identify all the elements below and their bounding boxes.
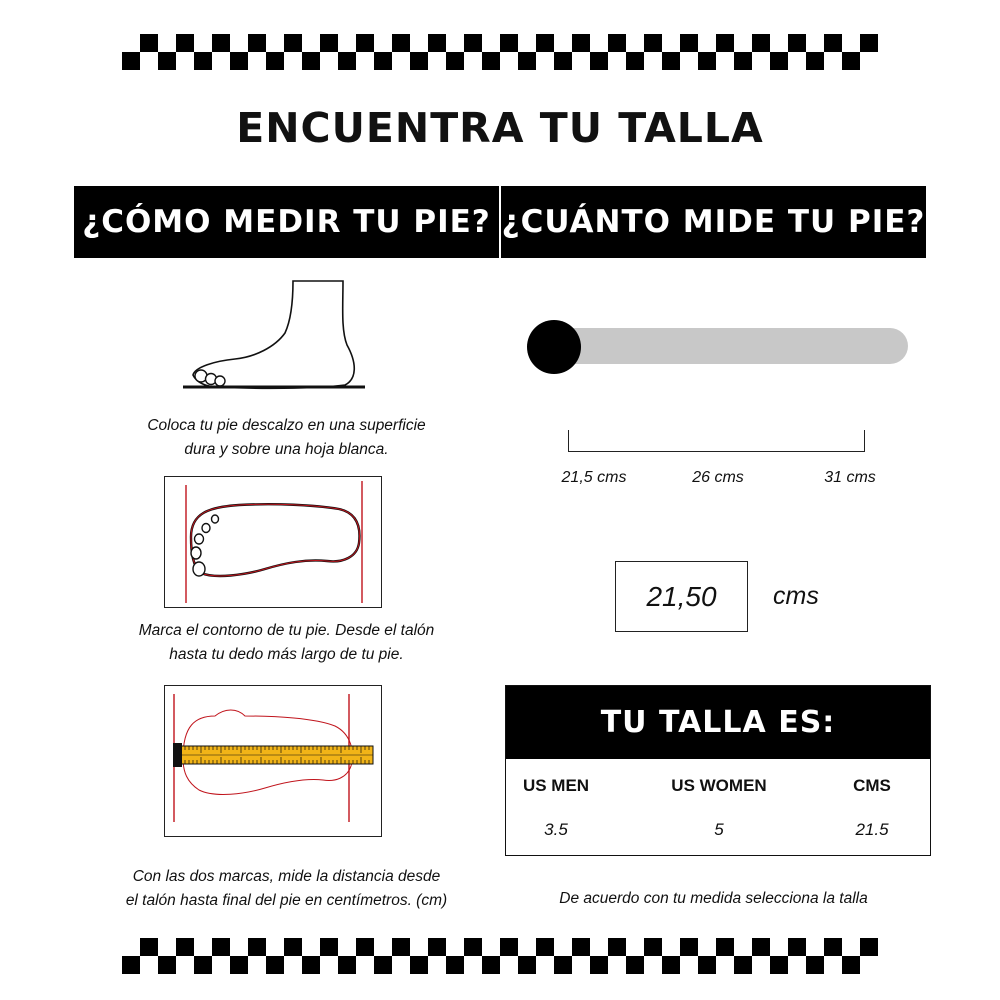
foot-side-icon (175, 275, 375, 405)
step-3-line-2: el talón hasta final del pie en centímetros. (cm) (125, 892, 448, 909)
foot-size-slider-thumb[interactable] (527, 320, 581, 374)
page-title: ENCUENTRA TU TALLA (236, 104, 764, 152)
scale-bracket (568, 430, 865, 452)
foot-outline-frame (164, 476, 382, 608)
foot-size-slider-track[interactable] (529, 328, 908, 364)
foot-size-header: ¿CUÁNTO MIDE TU PIE? (501, 186, 926, 258)
step-1-caption (74, 414, 499, 462)
step-3-line-1: Con las dos marcas, mide la distancia desde (132, 868, 441, 885)
checker-border-top (122, 34, 878, 70)
scale-max-label: 31 cms (824, 469, 876, 486)
measuring-tape-icon (165, 686, 381, 836)
result-value-us-women: 5 (714, 820, 724, 839)
scale-min-label: 21,5 cms (561, 469, 627, 486)
result-value-us-men: 3.5 (544, 820, 568, 839)
size-result-panel (505, 685, 931, 856)
step-1-line-1: Coloca tu pie descalzo en una superficie (147, 417, 426, 434)
result-title: TU TALLA ES: (506, 686, 930, 759)
unit-label: cms (773, 582, 819, 610)
foot-outline-icon (165, 477, 381, 607)
step-2-caption (74, 619, 499, 667)
result-value-cms: 21.5 (855, 820, 889, 839)
how-to-measure-header: ¿CÓMO MEDIR TU PIE? (74, 186, 499, 258)
step-3-caption (74, 865, 499, 913)
step-2-line-2: hasta tu dedo más largo de tu pie. (169, 646, 404, 663)
result-header-us-women: US WOMEN (671, 776, 767, 795)
result-header-us-men: US MEN (522, 776, 590, 795)
result-header-cms: CMS (853, 776, 891, 795)
size-hint-text: De acuerdo con tu medida selecciona la talla (559, 890, 868, 907)
step-2-line-1: Marca el contorno de tu pie. Desde el talón (138, 622, 435, 639)
step-1-line-2: dura y sobre una hoja blanca. (184, 441, 389, 458)
foot-length-input[interactable]: 21,50 (615, 561, 748, 632)
checker-border-bottom (122, 938, 878, 974)
size-hint-caption (501, 887, 926, 911)
scale-mid-label: 26 cms (692, 469, 744, 486)
foot-measure-frame (164, 685, 382, 837)
